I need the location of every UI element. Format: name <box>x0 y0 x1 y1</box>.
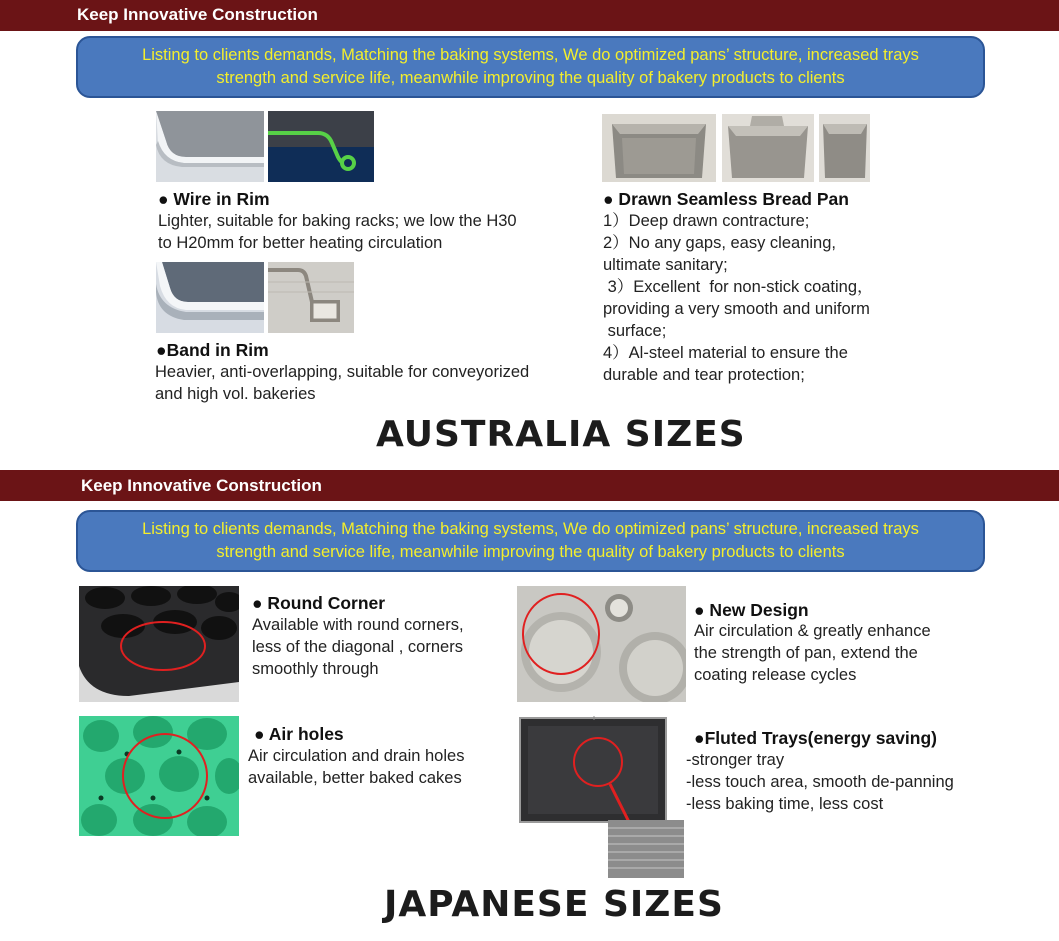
round-corner-title: ● Round Corner <box>252 593 386 613</box>
bread-pan-title: ● Drawn Seamless Bread Pan <box>603 189 849 209</box>
wire-rim-corner-photo <box>156 111 264 182</box>
australia-sizes-title: AUSTRALIA SIZES <box>376 414 746 455</box>
wire-in-rim-line: Lighter, suitable for baking racks; we low the H30 <box>158 212 517 230</box>
new-design-description <box>694 620 931 686</box>
new-design-line: coating release cycles <box>694 666 857 684</box>
bread-pan-photo-3 <box>819 114 870 182</box>
air-holes-title: ● Air holes <box>254 724 344 744</box>
new-design-line: the strength of pan, extend the <box>694 644 918 662</box>
intro-banner-line-1: Listing to clients demands, Matching the baking systems, We do optimized pans’ structure, increased trays <box>142 46 919 64</box>
bread-pan-line: 4）Al-steel material to ensure the <box>603 344 848 362</box>
fluted-trays-title: ●Fluted Trays(energy saving) <box>694 728 938 748</box>
bread-pan-description <box>603 210 874 386</box>
bread-pan-photo-1 <box>602 114 716 182</box>
band-rim-section-diagram <box>268 262 354 333</box>
new-design-photo <box>517 586 686 702</box>
air-holes-line: available, better baked cakes <box>248 769 462 787</box>
intro-banner-line-2: strength and service life, meanwhile improving the quality of bakery products to clients <box>216 69 845 87</box>
wire-in-rim-title: ● Wire in Rim <box>158 189 270 209</box>
new-design-title: ● New Design <box>694 600 809 620</box>
fluted-trays-line: -stronger tray <box>686 751 785 769</box>
wire-in-rim-line: to H20mm for better heating circulation <box>158 234 443 252</box>
intro-banner <box>76 36 985 98</box>
band-in-rim-description <box>155 361 529 405</box>
bread-pan-photo-2 <box>722 114 814 182</box>
round-corner-line: less of the diagonal , corners <box>252 638 463 656</box>
band-rim-corner-photo <box>156 262 264 333</box>
header-bar-2 <box>0 470 1059 501</box>
fluted-tray-photo <box>518 716 692 878</box>
japanese-sizes-title: JAPANESE SIZES <box>384 884 724 925</box>
round-corner-line: Available with round corners, <box>252 616 464 634</box>
fluted-trays-line: -less touch area, smooth de-panning <box>686 773 954 791</box>
round-corner-photo <box>79 586 239 702</box>
intro-banner-2 <box>76 510 985 572</box>
air-holes-photo <box>79 716 239 836</box>
header-bar <box>0 0 1059 31</box>
header-bar-text: Keep Innovative Construction <box>77 5 318 24</box>
header-bar-2-text: Keep Innovative Construction <box>81 476 322 495</box>
round-corner-line: smoothly through <box>252 660 379 678</box>
wire-in-rim-description <box>158 210 517 254</box>
round-corner-description <box>252 614 464 680</box>
bread-pan-line: surface; <box>603 322 667 340</box>
new-design-line: Air circulation & greatly enhance <box>694 622 931 640</box>
air-holes-description <box>248 745 464 789</box>
air-holes-line: Air circulation and drain holes <box>248 747 465 765</box>
bread-pan-line: 1）Deep drawn contracture; <box>603 212 810 230</box>
fluted-trays-description <box>686 749 954 815</box>
intro-banner-2-line-1: Listing to clients demands, Matching the baking systems, We do optimized pans’ structure, increased trays <box>142 520 919 538</box>
band-in-rim-title: ●Band in Rim <box>156 340 269 360</box>
fluted-trays-line: -less baking time, less cost <box>686 795 884 813</box>
bread-pan-line: 3）Excellent for non-stick coating， <box>603 278 874 296</box>
bread-pan-line: ultimate sanitary; <box>603 256 728 274</box>
band-in-rim-line: and high vol. bakeries <box>155 385 316 403</box>
bread-pan-line: durable and tear protection; <box>603 366 805 384</box>
bread-pan-line: providing a very smooth and uniform <box>603 300 870 318</box>
band-in-rim-line: Heavier, anti-overlapping, suitable for conveyorized <box>155 363 530 381</box>
bread-pan-line: 2）No any gaps, easy cleaning, <box>603 234 836 252</box>
wire-rim-section-diagram <box>268 111 374 182</box>
intro-banner-2-line-2: strength and service life, meanwhile improving the quality of bakery products to clients <box>216 543 845 561</box>
